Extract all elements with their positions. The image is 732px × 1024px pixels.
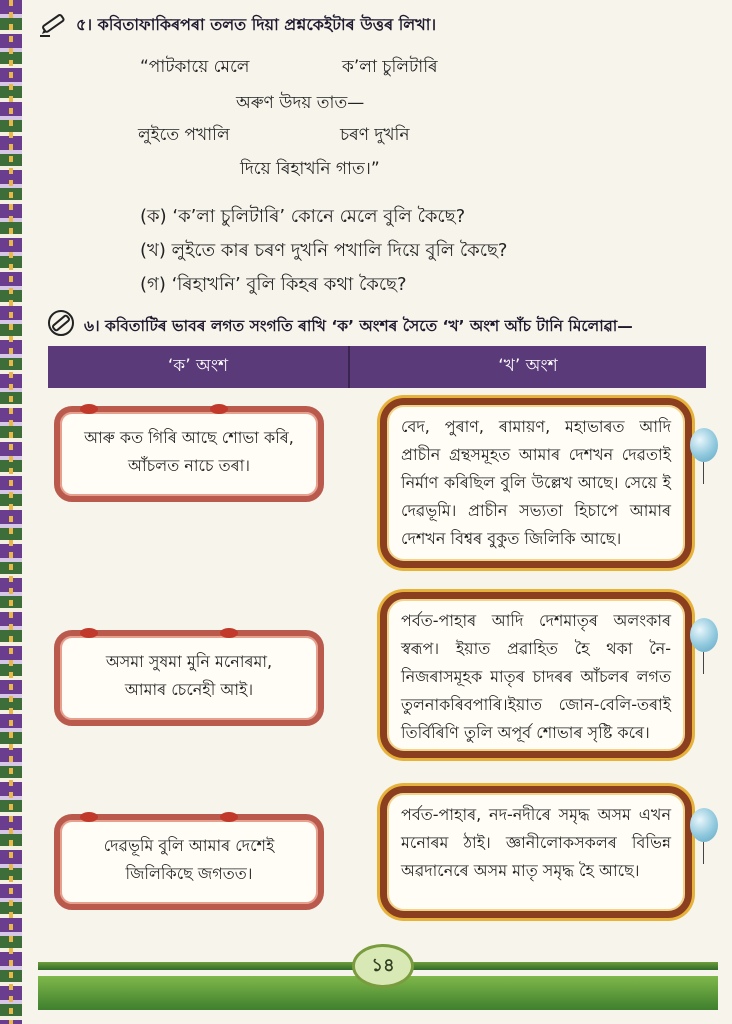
ribbon-bow-icon — [80, 404, 98, 414]
pencil-icon — [46, 308, 76, 338]
poem-line: অৰুণ উদয় তাত— — [236, 93, 365, 113]
question-5-ga: (গ) ‘ৰিহাখনি’ বুলি কিহৰ কথা কৈছে? — [140, 274, 407, 295]
ribbon-bow-icon — [220, 812, 238, 822]
ka-item-line: জিলিকিছে জগতত। — [125, 864, 253, 883]
poem-line: চৰণ দুখনি — [340, 125, 410, 145]
balloon-icon — [690, 428, 718, 462]
ka-item-line: দেৱভূমি বুলি আমাৰ দেশেই — [103, 836, 275, 855]
poem-line: “পাটকায়ে মেলে — [140, 57, 250, 77]
column-header-kha: ‘খ’ অংশ — [498, 356, 558, 376]
poem-line: লুইতে পখালি — [138, 125, 230, 145]
balloon-icon — [690, 808, 718, 842]
ka-item-1 — [54, 406, 324, 502]
poem-line: দিয়ে ৰিহাখনি গাত।” — [240, 159, 380, 179]
ribbon-bow-icon — [210, 404, 228, 414]
column-header-ka: ‘ক’ অংশ — [48, 346, 350, 388]
question-5-heading: ৫। কবিতাফাকিৰপৰা তলত দিয়া প্ৰশ্নকেইটাৰ উত্তৰ লিখা। — [76, 15, 437, 34]
decorative-left-border — [0, 0, 22, 1024]
page-number: ১৪ — [352, 944, 414, 988]
ka-item-line: অসমা সুষমা মুনি মনোৰমা, — [105, 652, 273, 671]
question-6-heading: ৬। কবিতাটিৰ ভাবৰ লগত সংগতি ৰাখি ‘ক’ অংশৰ সৈতে ‘খ’ অংশ আঁচ টানি মিলোৱা— — [84, 317, 633, 335]
ka-item-line: আমাৰ চেনেহী আই। — [124, 680, 254, 699]
ka-item-3 — [54, 814, 324, 910]
ribbon-bow-icon — [220, 628, 238, 638]
kha-item-3: পৰ্বত-পাহাৰ, নদ-নদীৰে সমৃদ্ধ অসম এখন মনোৰম ঠাই। জ্ঞানীলোকসকলৰ বিভিন্ন অৱদানেৰে অসম মাতৃ সমৃদ্ধ হৈ আছে। — [380, 786, 692, 918]
match-table-header — [48, 346, 706, 388]
question-5-kha: (খ) লুইতে কাৰ চৰণ দুখনি পখালি দিয়ে বুলি কৈছে? — [140, 240, 508, 261]
kha-item-2: পৰ্বত-পাহাৰ আদি দেশমাতৃৰ অলংকাৰ স্বৰূপ। ইয়াত প্ৰৱাহিত হৈ থকা নৈ-নিজৰাসমূহক মাতৃৰ চাদৰৰ আঁচলৰ লগত তুলনাকৰিবপাৰি।ইয়াত জোন-বেলি-তৰাই তিৰ্বিৰিণি তুলি অপূৰ্ব শোভাৰ সৃষ্টি কৰে। — [380, 592, 692, 758]
poem-line: ক’লা চুলিটাৰি — [342, 57, 438, 77]
ribbon-bow-icon — [80, 812, 98, 822]
kha-item-1: বেদ, পুৰাণ, ৰামায়ণ, মহাভাৰত আদি প্ৰাচীন গ্ৰন্থসমূহত আমাৰ দেশখন দেৱতাই নিৰ্মাণ কৰিছিল বুলি উল্লেখ আছে। সেয়ে ই দেৱভূমি। প্ৰাচীন সভ্যতা হিচাপে আমাৰ দেশখন বিশ্বৰ বুকুত জিলিকি আছে। — [380, 398, 692, 568]
ka-item-2 — [54, 630, 324, 726]
ka-item-line: আৰু কত গিৰি আছে শোভা কৰি, — [84, 428, 294, 447]
ribbon-bow-icon — [80, 628, 98, 638]
ka-item-line: আঁচলত নাচে তৰা। — [127, 456, 251, 475]
balloon-icon — [690, 618, 718, 652]
pencil-icon — [38, 8, 68, 38]
question-5-ka: (ক) ‘ক’লা চুলিটাৰি’ কোনে মেলে বুলি কৈছে? — [140, 206, 466, 227]
